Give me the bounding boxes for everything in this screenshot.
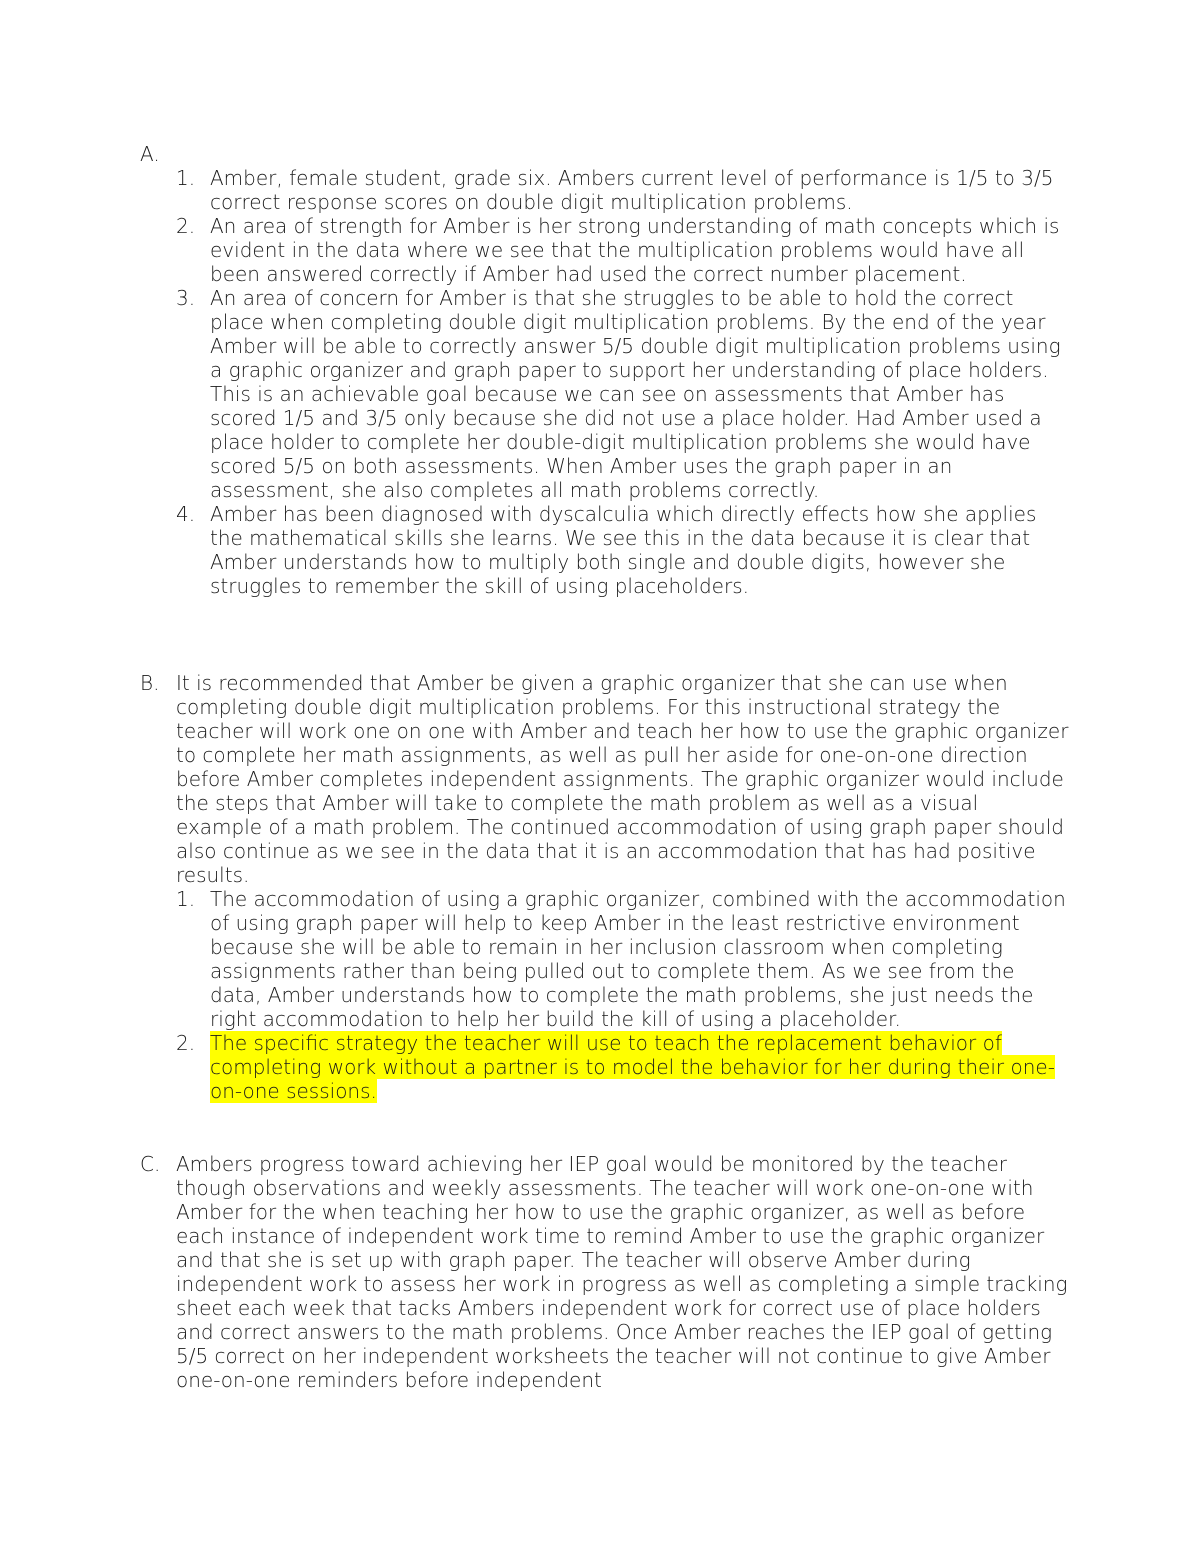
section-b-paragraph: It is recommended that Amber be given a graphic organizer that she can use when completing double digit multiplication problems. For this instructional strategy the teacher will work one on one with Amber and teach her how to use the graphic organizer to complete her math assignments, as well as pull her aside for one-on-one direction before Amber completes independent assignments. The graphic organizer would include the steps that Amber will take to complete the math problem as well as a visual example of a math problem. The continued accommodation of using graph paper should also continue as we see in the data that it is an accommodation that has had positive results. xyxy=(176,671,1069,887)
list-item-number: 4. xyxy=(176,502,196,526)
highlighted-text: The specific strategy the teacher will use to teach the replacement behavior of completing work without a partner is to model the behavior for her during their one-on-one sessions. xyxy=(210,1031,1055,1103)
list-item xyxy=(176,286,1070,502)
list-item xyxy=(176,214,1070,286)
list-item-number: 3. xyxy=(176,286,196,310)
section-b xyxy=(140,671,1070,1103)
list-item-number: 2. xyxy=(176,1031,196,1055)
list-item xyxy=(176,887,1070,1031)
list-item-text: An area of concern for Amber is that she struggles to be able to hold the correct place when completing double digit multiplication problems. By the end of the year Amber will be able to correctly answer 5/5 double digit multiplication problems using a graphic organizer and graph paper to support her understanding of place holders. This is an achievable goal because we can see on assessments that Amber has scored 1/5 and 3/5 only because she did not use a place holder. Had Amber used a place holder to complete her double-digit multiplication problems she would have scored 5/5 on both assessments. When Amber uses the graph paper in an assessment, she also completes all math problems correctly. xyxy=(210,286,1061,502)
list-item-text: Amber has been diagnosed with dyscalculia which directly effects how she applies the mathematical skills she learns. We see this in the data because it is clear that Amber understands how to multiply both single and double digits, however she struggles to remember the skill of using placeholders. xyxy=(210,502,1037,598)
list-item-text: An area of strength for Amber is her strong understanding of math concepts which is evident in the data where we see that the multiplication problems would have all been answered correctly if Amber had used the correct number placement. xyxy=(210,214,1060,286)
section-c xyxy=(140,1152,1070,1392)
section-a xyxy=(140,142,1070,598)
section-c-letter: C. xyxy=(140,1152,161,1176)
list-item-number: 1. xyxy=(176,887,196,911)
list-item xyxy=(176,166,1070,214)
section-b-letter: B. xyxy=(140,671,160,695)
section-a-letter: A. xyxy=(140,142,160,166)
list-item-text: The accommodation of using a graphic organizer, combined with the accommodation of using graph paper will help to keep Amber in the least restrictive environment because she will be able to remain in her inclusion classroom when completing assignments rather than being pulled out to complete them. As we see from the data, Amber understands how to complete the math problems, she just needs the right accommodation to help her build the kill of using a placeholder. xyxy=(210,887,1066,1031)
list-item-number: 2. xyxy=(176,214,196,238)
list-item xyxy=(176,502,1070,598)
list-item-number: 1. xyxy=(176,166,196,190)
section-c-paragraph: Ambers progress toward achieving her IEP goal would be monitored by the teacher though observations and weekly assessments. The teacher will work one-on-one with Amber for the when teaching her how to use the graphic organizer, as well as before each instance of independent work time to remind Amber to use the graphic organizer and that she is set up with graph paper. The teacher will observe Amber during independent work to assess her work in progress as well as completing a simple tracking sheet each week that tacks Ambers independent work for correct use of place holders and correct answers to the math problems. Once Amber reaches the IEP goal of getting 5/5 correct on her independent worksheets the teacher will not continue to give Amber one-on-one reminders before independent xyxy=(176,1152,1068,1392)
list-item xyxy=(176,1031,1070,1103)
list-item-text: Amber, female student, grade six. Ambers current level of performance is 1/5 to 3/5 correct response scores on double digit multiplication problems. xyxy=(210,166,1054,214)
